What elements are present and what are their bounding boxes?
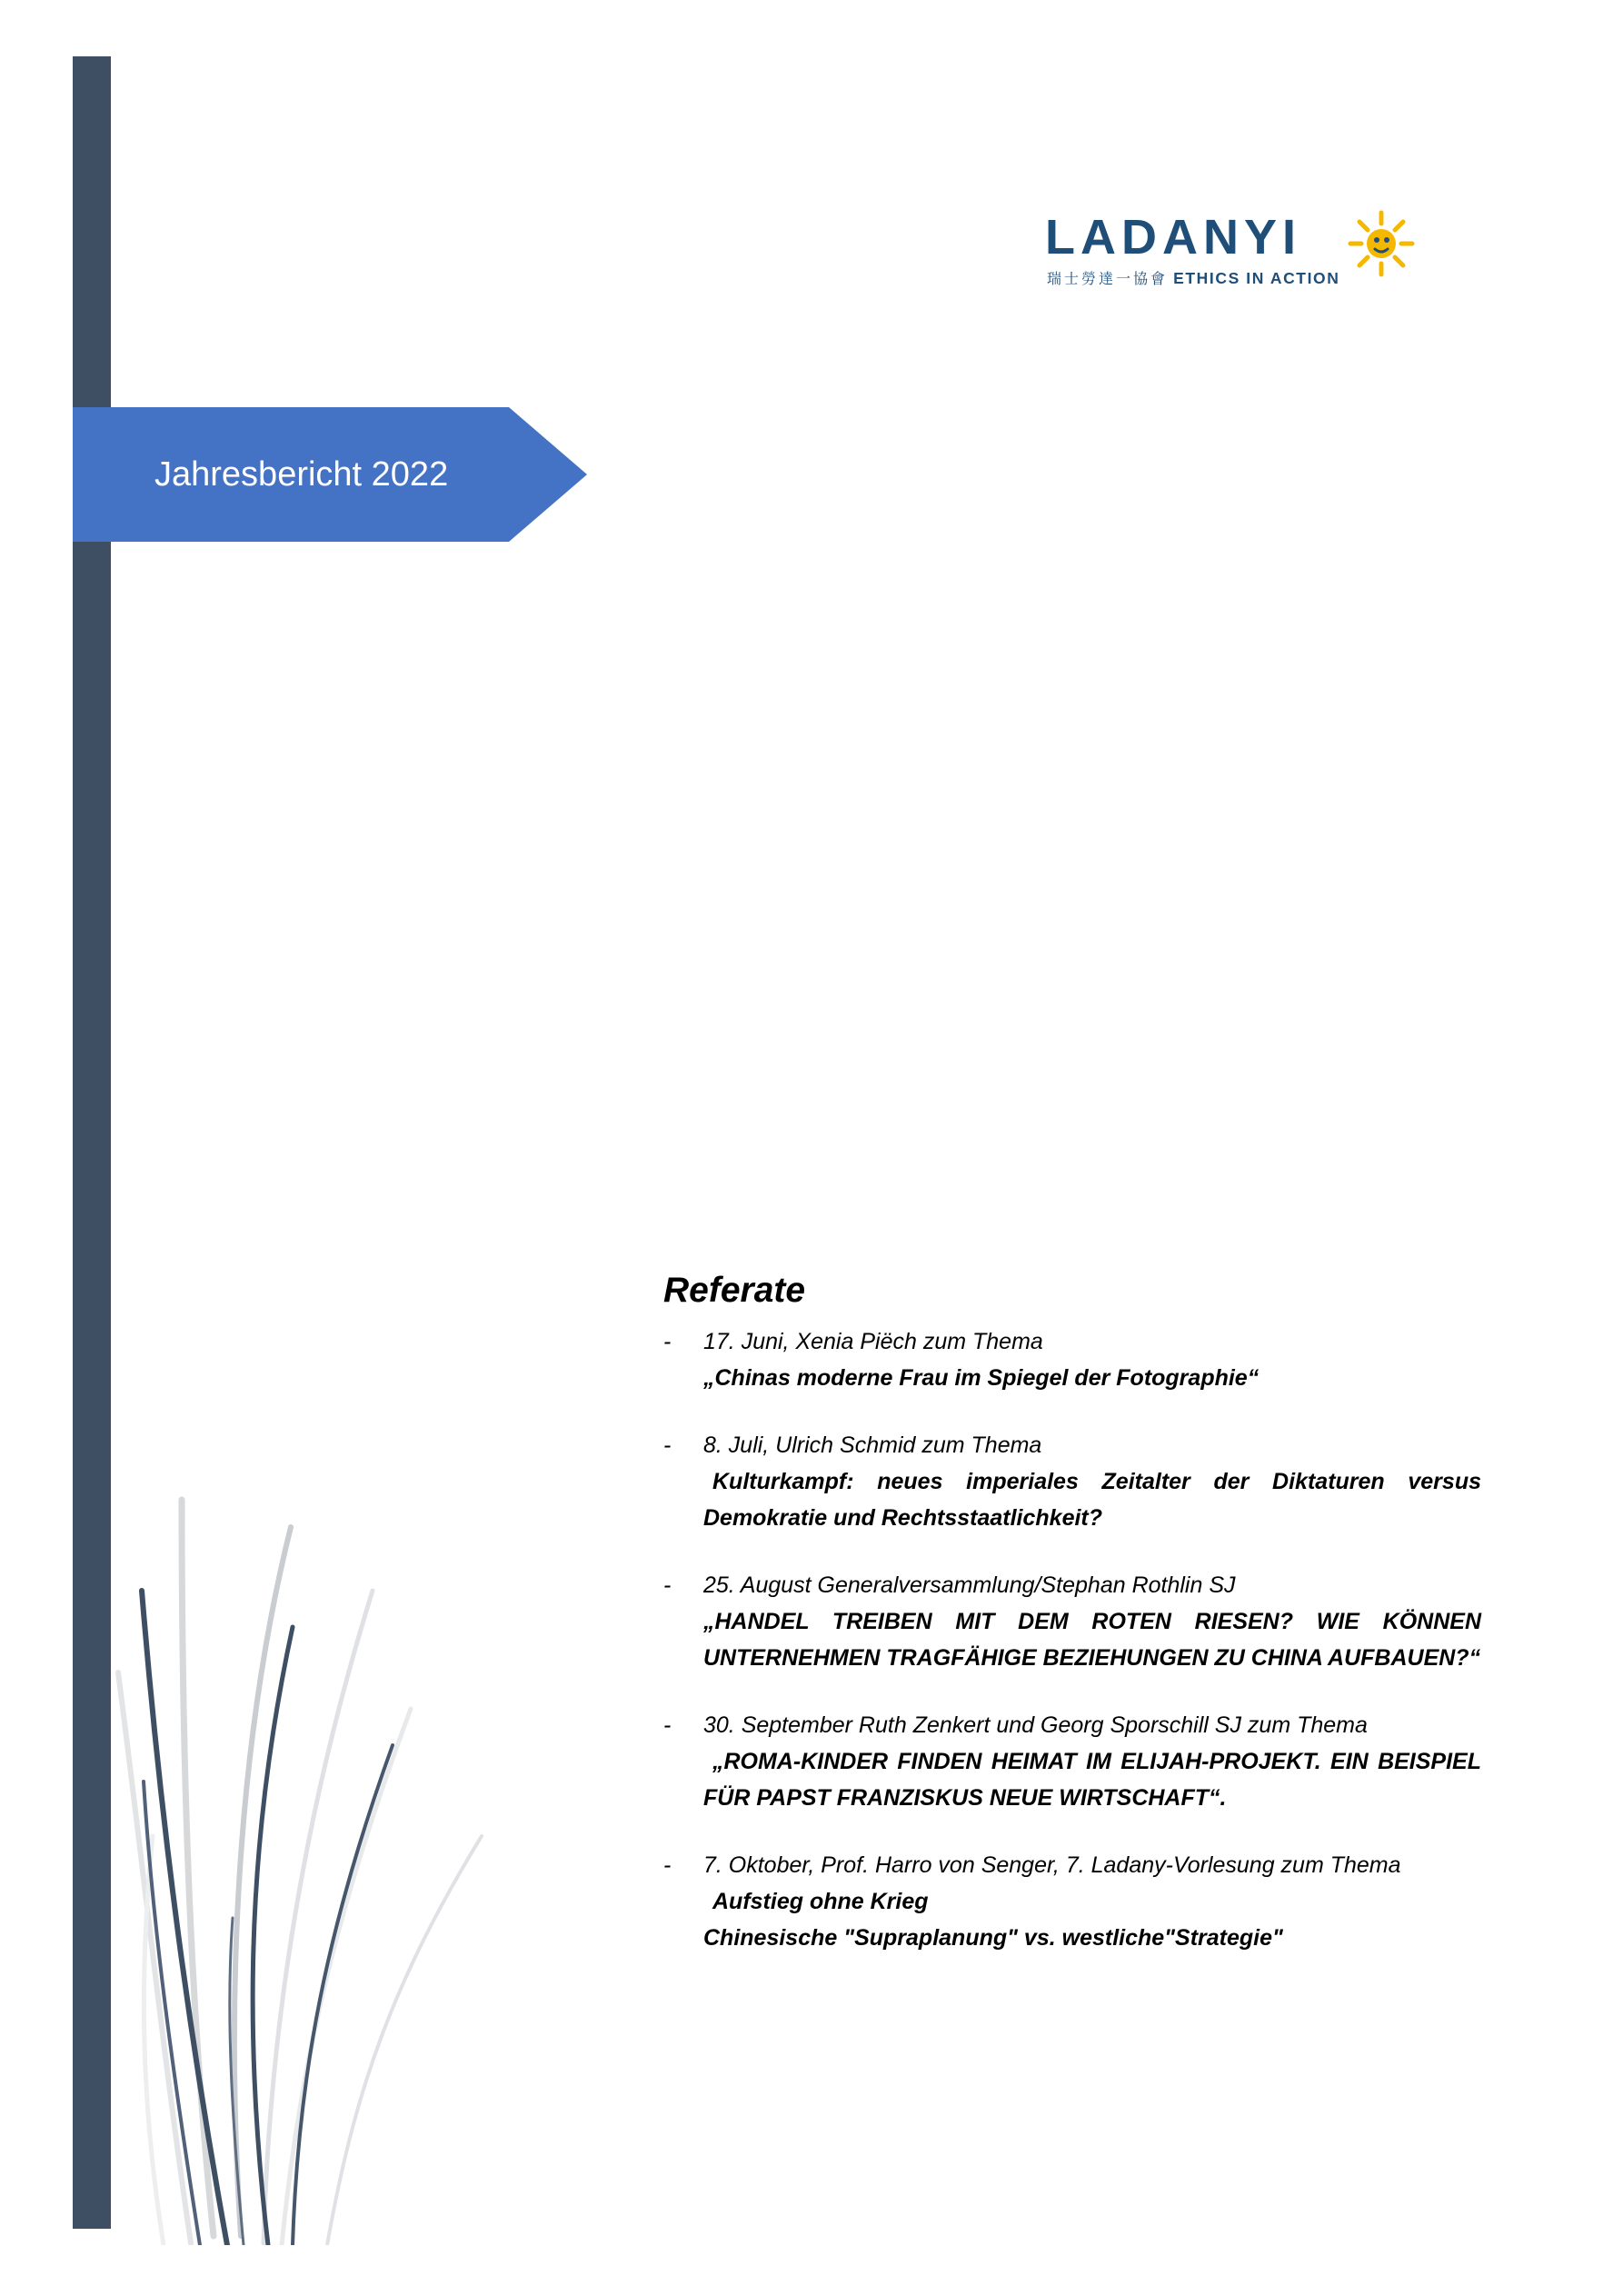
banner-arrow-tip [509,407,587,542]
list-item-line: „HANDEL TREIBEN MIT DEM ROTEN RIESEN? WIE KÖNNEN UNTERNEHMEN TRAGFÄHIGE BEZIEHUNGEN ZU CHINA AUFBAUEN?“ [703,1609,1481,1671]
left-accent-bar [73,56,111,2229]
list-item-line: Aufstieg ohne Krieg [712,1889,929,1914]
list-item-line: 8. Juli, Ulrich Schmid zum Thema [703,1433,1042,1458]
list-item-line: „ROMA-KINDER FINDEN HEIMAT IM ELIJAH-PROJEKT. EIN BEISPIEL FÜR PAPST FRANZISKUS NEUE WIRTSCHAFT“. [703,1749,1481,1811]
list-bullet: - [663,1329,672,1354]
list-bullet: - [663,1712,672,1738]
list-item-line: 7. Oktober, Prof. Harro von Senger, 7. Ladany-Vorlesung zum Thema [703,1852,1401,1878]
list-item-body [703,1847,1481,1956]
list-item-line: Kulturkampf: neues imperiales Zeitalter der Diktaturen versus Demokratie und Rechtsstaatlichkeit? [703,1469,1481,1531]
section-heading: Referate [663,1271,806,1310]
logo-subtitle [1047,267,1340,288]
list-item [663,1567,1481,1676]
list-item-line: 25. August Generalversammlung/Stephan Rothlin SJ [703,1572,1236,1598]
list-item-line: 30. September Ruth Zenkert und Georg Sporschill SJ zum Thema [703,1712,1368,1738]
list-item [663,1847,1481,1956]
logo-chinese-name: 瑞士勞達一協會 [1047,272,1169,287]
list-bullet: - [663,1433,672,1458]
list-bullet: - [663,1572,672,1598]
list-item-body [703,1427,1481,1536]
sun-icon [1345,207,1418,280]
list-item-line: Chinesische "Supraplanung" vs. westliche"Strategie" [703,1925,1283,1951]
banner-title: Jahresbericht 2022 [154,455,449,494]
decorative-grass-graphic [55,1200,600,2245]
list-item [663,1323,1481,1396]
list-item-body [703,1323,1481,1396]
referate-section [663,1271,1481,1956]
list-item-line: 17. Juni, Xenia Piëch zum Thema [703,1329,1043,1354]
list-item [663,1427,1481,1536]
logo [1045,207,1427,316]
list-item-body [703,1567,1481,1676]
list-item-line: „Chinas moderne Frau im Spiegel der Fotographie“ [703,1365,1260,1391]
title-banner [73,407,600,542]
list-item-body [703,1707,1481,1816]
logo-tagline: ETHICS IN ACTION [1173,269,1340,287]
list-bullet: - [663,1852,672,1878]
logo-wordmark: LADANYI [1045,210,1301,265]
list-item [663,1707,1481,1816]
